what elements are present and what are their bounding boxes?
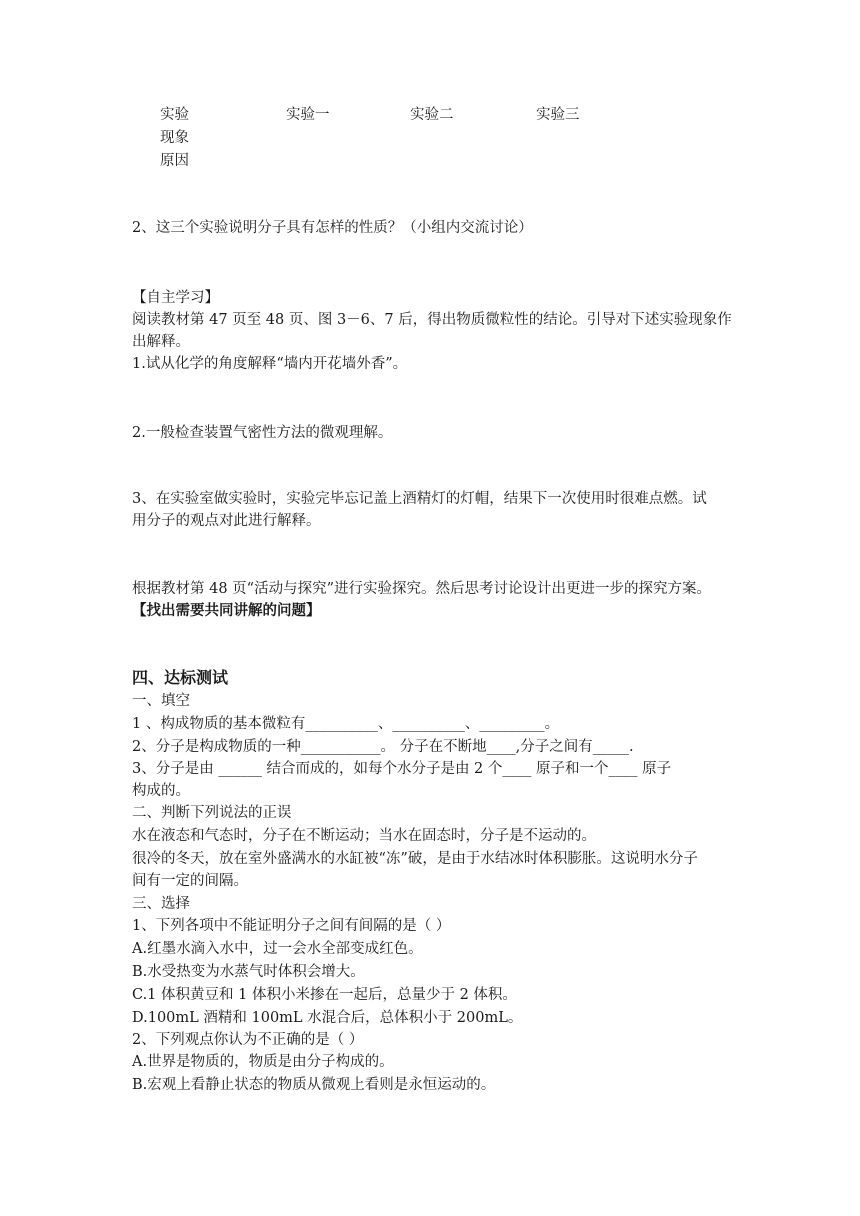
explore-text: 根据教材第 48 页“活动与探究”进行实验探究。然后思考讨论设计出更进一步的探究方案。	[132, 581, 711, 597]
self-study-heading: 【自主学习】	[132, 290, 219, 306]
self-study-item-3-line-1: 3、在实验室做实验时，实验完毕忘记盖上酒精灯的灯帽，结果下一次使用时很难点燃。试	[132, 491, 707, 507]
fill-heading: 一、填空	[132, 693, 190, 709]
table-row-reason: 原因	[160, 153, 189, 169]
section-4-title: 四、达标测试	[132, 668, 229, 687]
choice-q2-option-b: B.宏观上看静止状态的物质从微观上看则是永恒运动的。	[132, 1077, 496, 1093]
self-study-item-1: 1.试从化学的角度解释“墙内开花墙外香”。	[132, 356, 408, 372]
choice-q1-option-c: C.1 体积黄豆和 1 体积小米掺在一起后，总量少于 2 体积。	[132, 987, 517, 1003]
choice-question-2: 2、下列观点你认为不正确的是（ ）	[132, 1032, 364, 1048]
table-row-phenomenon: 现象	[160, 130, 189, 146]
table-header-experiment: 实验	[160, 107, 189, 123]
judge-statement-2-line-2: 间有一定的间隔。	[132, 873, 248, 889]
table-header-exp3: 实验三	[536, 107, 580, 123]
self-study-item-3-line-2: 用分子的观点对此进行解释。	[132, 513, 321, 529]
table-header-exp1: 实验一	[286, 107, 330, 123]
choice-heading: 三、选择	[132, 896, 190, 912]
self-study-intro-1: 阅读教材第 47 页至 48 页、图 3－6、7 后，得出物质微粒性的结论。引导对下述实验现象作	[132, 312, 732, 328]
choice-q1-option-a: A.红墨水滴入水中，过一会水全部变成红色。	[132, 941, 423, 957]
choice-q1-option-b: B.水受热变为水蒸气时体积会增大。	[132, 964, 365, 980]
judge-heading: 二、判断下列说法的正误	[132, 805, 292, 821]
fill-question-2: 2、分子是构成物质的一种___________。 分子在不断地____,分子之间有_____.	[132, 739, 634, 755]
fill-question-1: 1 、构成物质的基本微粒有__________、__________、_________。	[132, 716, 560, 732]
choice-q2-option-a: A.世界是物质的，物质是由分子构成的。	[132, 1054, 394, 1070]
question-2: 2、这三个实验说明分子具有怎样的性质？（小组内交流讨论）	[132, 220, 533, 236]
choice-question-1: 1、下列各项中不能证明分子之间有间隔的是（ ）	[132, 918, 451, 934]
choice-q1-option-d: D.100mL 酒精和 100mL 水混合后，总体积小于 200mL。	[132, 1010, 523, 1026]
fill-question-3-line-2: 构成的。	[132, 783, 190, 799]
table-header-exp2: 实验二	[410, 107, 454, 123]
find-problems-heading: 【找出需要共同讲解的问题】	[132, 602, 321, 619]
fill-question-3-line-1: 3、分子是由 ______ 结合而成的，如每个水分子是由 2 个____ 原子和一个____ 原子	[132, 761, 672, 777]
self-study-item-2: 2.一般检查装置气密性方法的微观理解。	[132, 425, 393, 441]
judge-statement-1: 水在液态和气态时，分子在不断运动；当水在固态时，分子是不运动的。	[132, 828, 596, 844]
self-study-intro-2: 出解释。	[132, 334, 190, 350]
judge-statement-2-line-1: 很冷的冬天，放在室外盛满水的水缸被“冻”破，是由于水结冰时体积膨胀。这说明水分子	[132, 851, 698, 867]
